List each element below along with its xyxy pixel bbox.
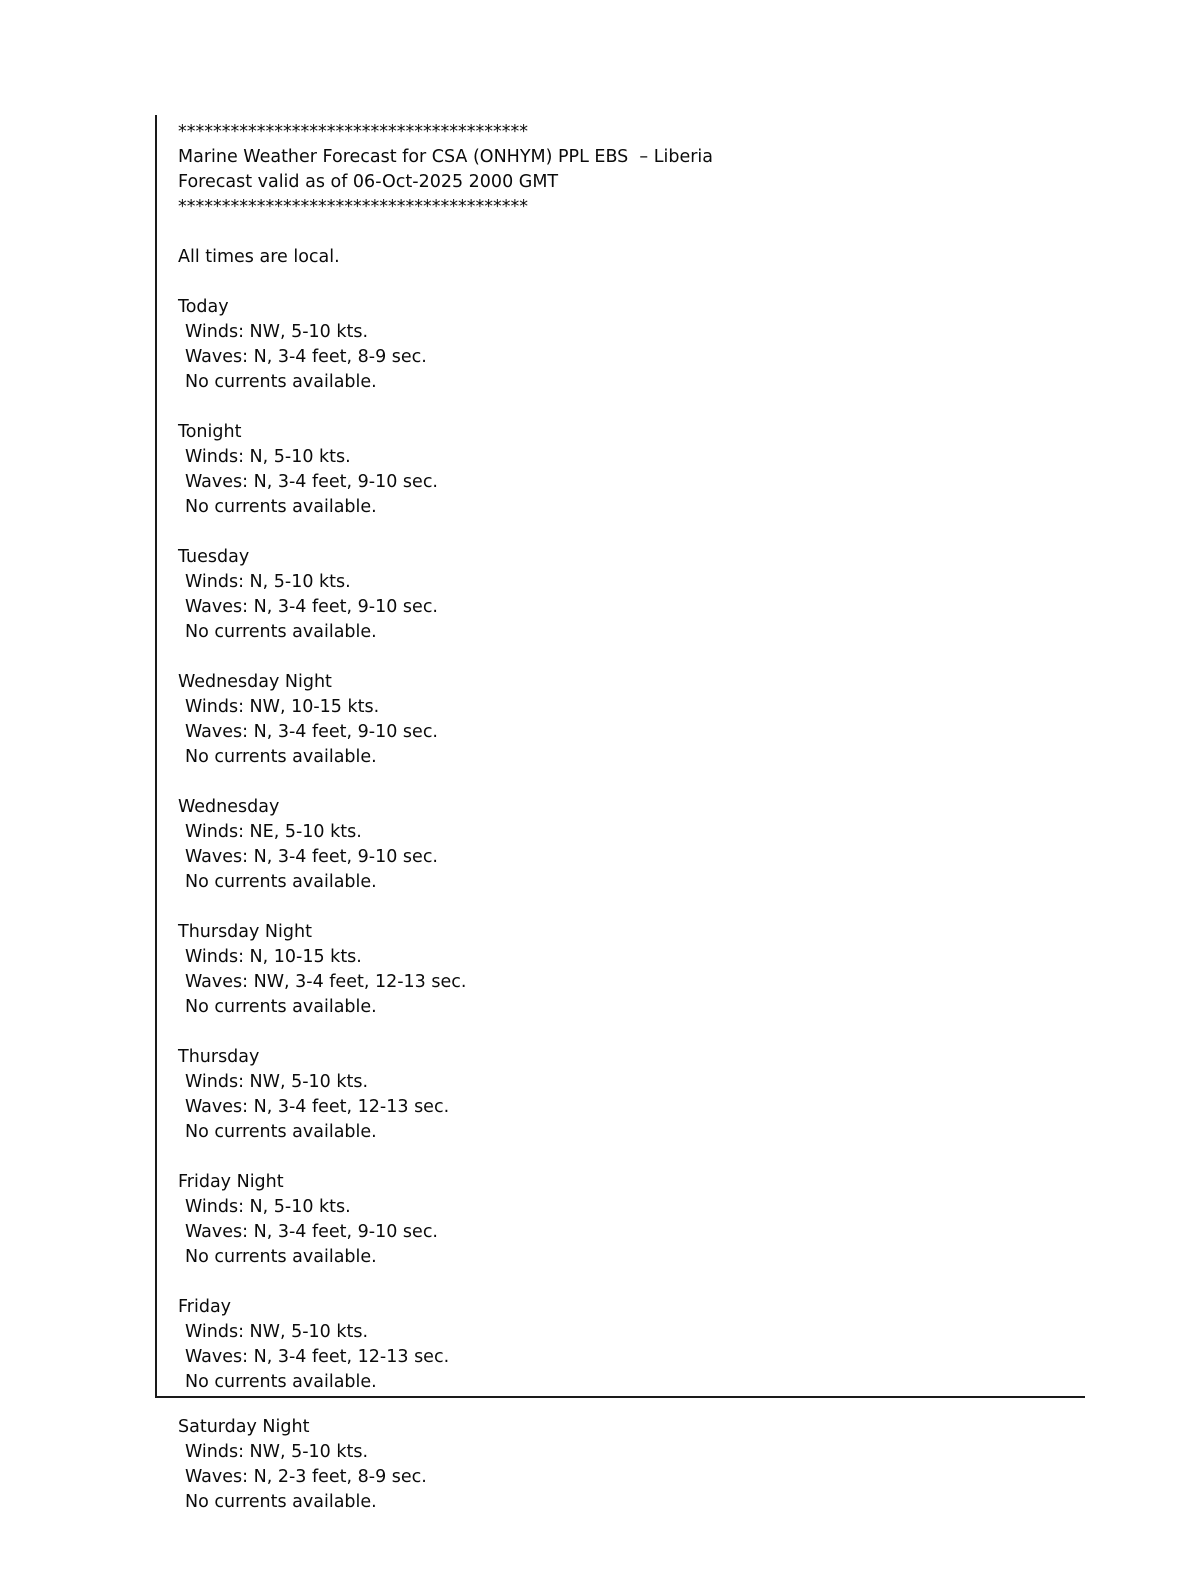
divider-bottom: **************************************** xyxy=(178,197,528,217)
forecast-period-heading: Friday Night xyxy=(178,1172,284,1192)
waves-line: Waves: N, 2-3 feet, 8-9 sec. xyxy=(185,1467,427,1487)
blank-line xyxy=(178,220,1085,245)
waves-line: Waves: N, 3-4 feet, 9-10 sec. xyxy=(185,597,438,617)
currents-line: No currents available. xyxy=(185,1492,377,1512)
winds-line: Winds: N, 5-10 kts. xyxy=(185,572,351,592)
winds-line: Winds: NW, 5-10 kts. xyxy=(185,322,369,342)
forecast-title: Marine Weather Forecast for CSA (ONHYM) PPL EBS – Liberia xyxy=(178,147,713,167)
forecast-period-heading: Tuesday xyxy=(178,547,250,567)
forecast-section xyxy=(178,795,1085,895)
winds-line: Winds: NW, 5-10 kts. xyxy=(185,1322,369,1342)
forecast-valid-line: Forecast valid as of 06-Oct-2025 2000 GMT xyxy=(178,172,559,192)
waves-line: Waves: NW, 3-4 feet, 12-13 sec. xyxy=(185,972,467,992)
forecast-section xyxy=(178,1170,1085,1270)
waves-line: Waves: N, 3-4 feet, 9-10 sec. xyxy=(185,847,438,867)
forecast-section xyxy=(178,545,1085,645)
winds-line: Winds: NW, 5-10 kts. xyxy=(185,1442,369,1462)
winds-line: Winds: N, 5-10 kts. xyxy=(185,447,351,467)
winds-line: Winds: N, 10-15 kts. xyxy=(185,947,362,967)
currents-line: No currents available. xyxy=(185,372,377,392)
currents-line: No currents available. xyxy=(185,622,377,642)
forecast-period-heading: Tonight xyxy=(178,422,242,442)
currents-line: No currents available. xyxy=(185,1372,377,1392)
forecast-period-heading: Thursday Night xyxy=(178,922,312,942)
forecast-period-heading: Saturday Night xyxy=(178,1417,310,1437)
forecast-period-heading: Wednesday xyxy=(178,797,280,817)
currents-line: No currents available. xyxy=(185,872,377,892)
waves-line: Waves: N, 3-4 feet, 9-10 sec. xyxy=(185,472,438,492)
currents-line: No currents available. xyxy=(185,1122,377,1142)
forecast-period-heading: Friday xyxy=(178,1297,232,1317)
winds-line: Winds: NW, 5-10 kts. xyxy=(185,1072,369,1092)
divider-top: **************************************** xyxy=(178,122,528,142)
forecast-section xyxy=(178,1415,427,1515)
waves-line: Waves: N, 3-4 feet, 9-10 sec. xyxy=(185,1222,438,1242)
forecast-section xyxy=(178,295,1085,395)
currents-line: No currents available. xyxy=(185,1247,377,1267)
forecast-section xyxy=(178,1045,1085,1145)
forecast-period-heading: Today xyxy=(178,297,229,317)
waves-line: Waves: N, 3-4 feet, 8-9 sec. xyxy=(185,347,427,367)
forecast-sections-continued xyxy=(178,1415,427,1515)
winds-line: Winds: NE, 5-10 kts. xyxy=(185,822,362,842)
forecast-section xyxy=(178,670,1085,770)
forecast-section xyxy=(178,420,1085,520)
times-note: All times are local. xyxy=(178,247,340,267)
winds-line: Winds: N, 5-10 kts. xyxy=(185,1197,351,1217)
forecast-section xyxy=(178,920,1085,1020)
forecast-text-frame xyxy=(155,115,1085,1398)
currents-line: No currents available. xyxy=(185,997,377,1017)
waves-line: Waves: N, 3-4 feet, 12-13 sec. xyxy=(185,1347,450,1367)
winds-line: Winds: NW, 10-15 kts. xyxy=(185,697,380,717)
blank-line xyxy=(178,270,1085,295)
currents-line: No currents available. xyxy=(185,497,377,517)
forecast-section xyxy=(178,1295,1085,1395)
forecast-sections xyxy=(178,295,1085,1395)
currents-line: No currents available. xyxy=(185,747,377,767)
waves-line: Waves: N, 3-4 feet, 9-10 sec. xyxy=(185,722,438,742)
forecast-period-heading: Wednesday Night xyxy=(178,672,332,692)
waves-line: Waves: N, 3-4 feet, 12-13 sec. xyxy=(185,1097,450,1117)
forecast-period-heading: Thursday xyxy=(178,1047,260,1067)
